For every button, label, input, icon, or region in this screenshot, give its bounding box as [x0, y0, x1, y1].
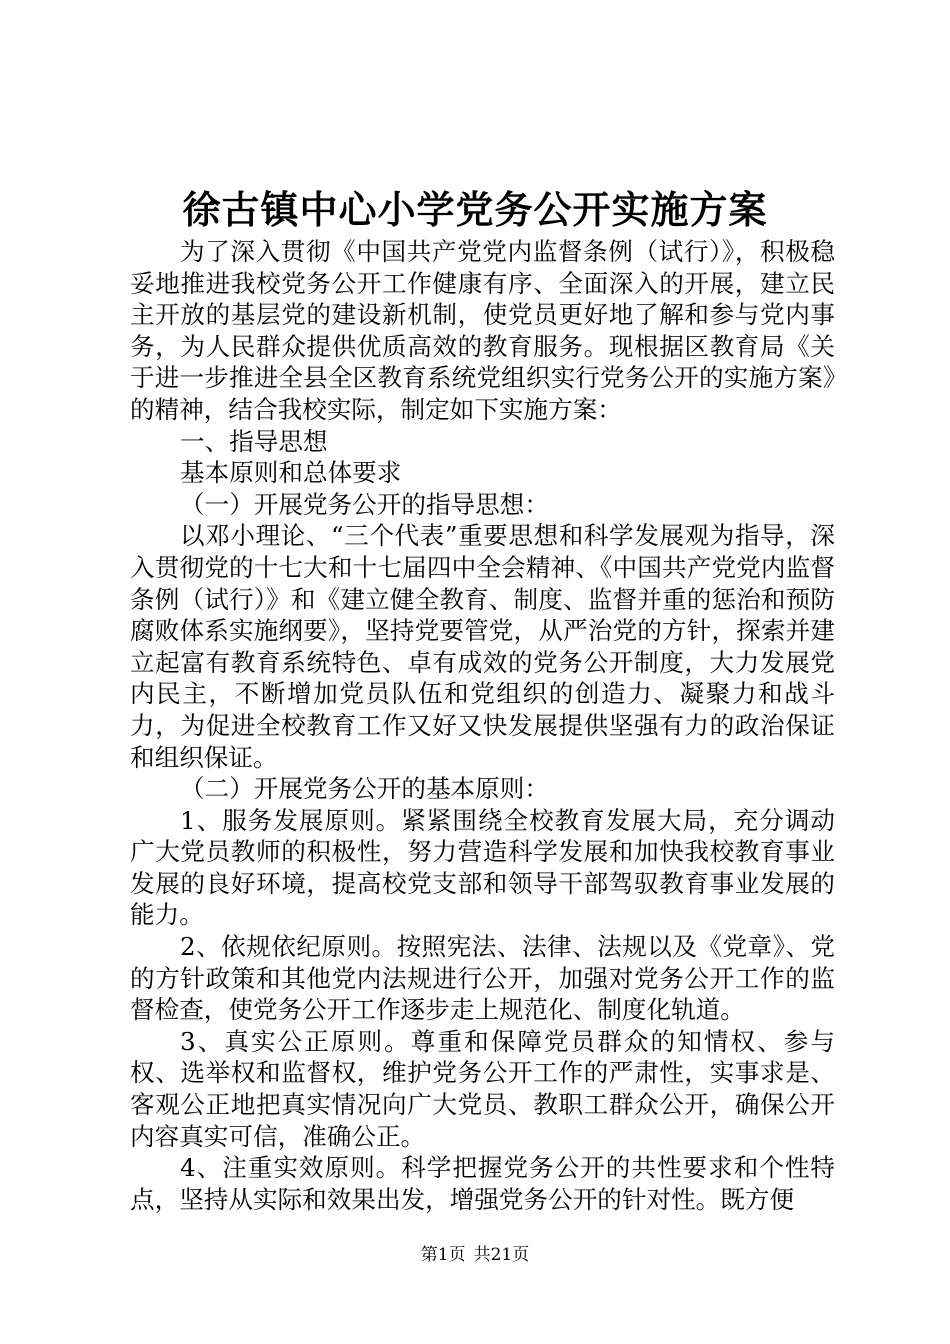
paragraph: 以邓小理论、“三个代表”重要思想和科学发展观为指导，深入贯彻党的十七大和十七届四中全会精神、《中国共产党党内监督条例（试行）》和《建立健全教育、制度、监督并重的惩治和预防腐败体系实施纲要》，坚持党要管党，从严治党的方针，探索并建立起富有教育系统特色、卓有成效的党务公开制度，大力发展党内民主，不断增加党员队伍和党组织的创造力、凝聚力和战斗力，为促进全校教育工作又好又快发展提供坚强有力的政治保证和组织保证。 [130, 521, 835, 772]
paragraph: 1、服务发展原则。紧紧围绕全校教育发展大局，充分调动广大党员教师的积极性，努力营造科学发展和加快我校教育事业发展的良好环境，提高校党支部和领导干部驾驭教育事业发展的能力。 [130, 805, 835, 930]
document-body [130, 236, 835, 1215]
section-heading: 一、指导思想 [180, 426, 328, 456]
subsection-heading: （一）开展党务公开的指导思想： [180, 489, 549, 519]
paragraph: 为了深入贯彻《中国共产党党内监督条例（试行）》，积极稳妥地推进我校党务公开工作健康有序、全面深入的开展，建立民主开放的基层党的建设新机制，使党员更好地了解和参与党内事务，为人民群众提供优质高效的教育服务。现根据区教育局《关于进一步推进全县全区教育系统党组织实行党务公开的实施方案》的精神，结合我校实际，制定如下实施方案： [130, 237, 835, 424]
paragraph: 4、注重实效原则。科学把握党务公开的共性要求和个性特点，坚持从实际和效果出发，增强党务公开的针对性。既方便 [130, 1153, 835, 1214]
document-title: 徐古镇中心小学党务公开实施方案 [182, 188, 768, 232]
paragraph: 2、依规依纪原则。按照宪法、法律、法规以及《党章》、党的方针政策和其他党内法规进行公开，加强对党务公开工作的监督检查，使党务公开工作逐步走上规范化、制度化轨道。 [130, 932, 835, 1025]
page-total: 共21页 [473, 1245, 530, 1265]
page-footer [0, 1244, 950, 1266]
paragraph: 3、真实公正原则。尊重和保障党员群众的知情权、参与权、选举权和监督权，维护党务公开工作的严肃性，实事求是、客观公正地把真实情况向广大党员、教职工群众公开，确保公开内容真实可信，准确公正。 [130, 1026, 835, 1151]
paragraph: 基本原则和总体要求 [180, 458, 402, 488]
page-number: 第1页 [420, 1245, 466, 1265]
subsection-heading: （二）开展党务公开的基本原则： [180, 774, 549, 804]
